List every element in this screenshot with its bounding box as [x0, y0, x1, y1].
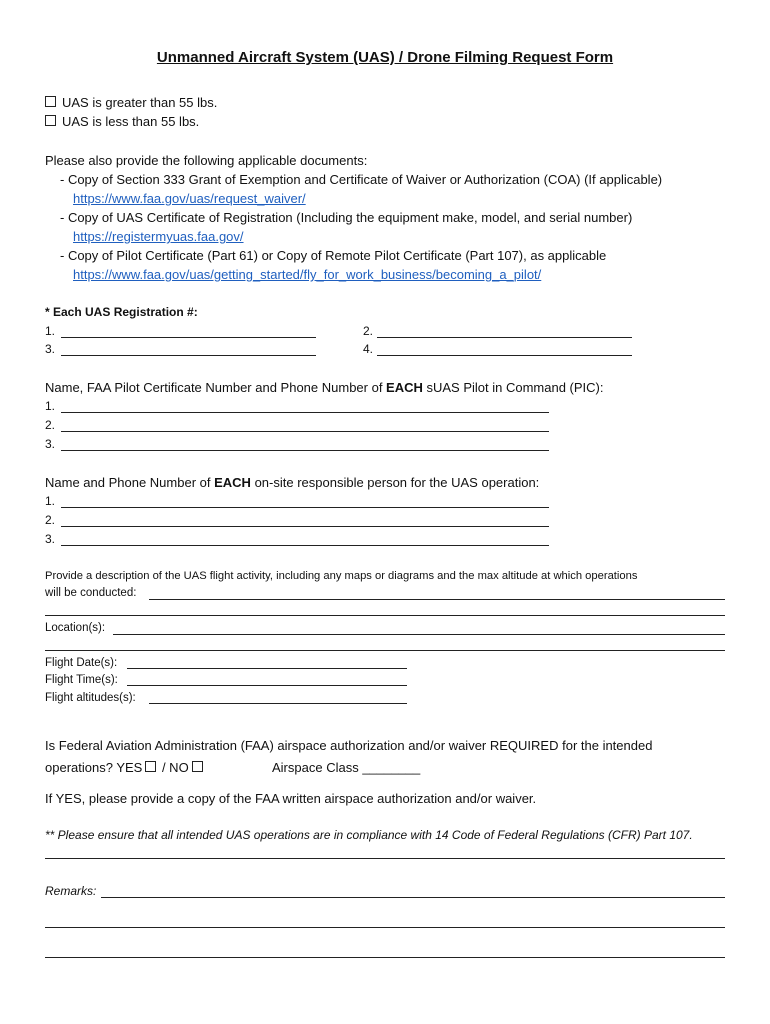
description-field-1[interactable]	[149, 599, 725, 600]
faa-question-line1: Is Federal Aviation Administration (FAA) airspace authorization and/or waiver REQUIRED for the intended	[45, 738, 653, 753]
remarks-field-1[interactable]	[101, 897, 725, 898]
flight-times-field[interactable]	[127, 685, 407, 686]
pic-number-1: 1.	[45, 399, 56, 413]
faa-no-label: / NO	[158, 760, 189, 775]
registration-heading: * Each UAS Registration #:	[45, 305, 198, 319]
remarks-label: Remarks:	[45, 884, 97, 898]
pic-number-3: 3.	[45, 437, 56, 451]
link-registermyuas[interactable]: https://registermyuas.faa.gov/	[73, 229, 244, 244]
onsite-field-1[interactable]	[61, 507, 549, 508]
document-item-coa: - Copy of Section 333 Grant of Exemption and Certificate of Waiver or Authorization (COA) (If applicable)	[60, 172, 663, 187]
registration-number-1: 1.	[45, 324, 56, 338]
registration-number-2: 2.	[363, 324, 374, 338]
weight-under-option[interactable]	[45, 114, 199, 130]
registration-field-1[interactable]	[61, 337, 316, 338]
airspace-class[interactable]	[272, 760, 420, 776]
description-label-line1: Provide a description of the UAS flight activity, including any maps or diagrams and the max altitude at which operations	[45, 570, 638, 582]
pic-field-3[interactable]	[61, 450, 549, 451]
registration-field-2[interactable]	[377, 337, 632, 338]
flight-altitudes-label: Flight altitudes(s):	[45, 692, 136, 704]
location-label: Location(s):	[45, 622, 106, 634]
onsite-field-3[interactable]	[61, 545, 549, 546]
weight-under-label: UAS is less than 55 lbs.	[62, 114, 200, 129]
document-item-pilot-certificate: - Copy of Pilot Certificate (Part 61) or Copy of Remote Pilot Certificate (Part 107), as applicable	[60, 248, 607, 263]
pic-label: Name, FAA Pilot Certificate Number and Phone Number of EACH sUAS Pilot in Command (PIC):	[45, 380, 604, 395]
faa-question-line2	[45, 760, 205, 776]
compliance-note: ** Please ensure that all intended UAS operations are in compliance with 14 Code of Federal Regulations (CFR) Part 107.	[45, 828, 693, 842]
checkbox-under-55[interactable]	[45, 115, 56, 126]
registration-field-3[interactable]	[61, 355, 316, 356]
documents-intro: Please also provide the following applicable documents:	[45, 153, 368, 168]
registration-number-3: 3.	[45, 342, 56, 356]
description-field-2[interactable]	[45, 615, 725, 616]
airspace-class-label: Airspace Class	[272, 760, 359, 775]
checkbox-faa-yes[interactable]	[145, 761, 156, 772]
onsite-number-1: 1.	[45, 494, 56, 508]
form-title: Unmanned Aircraft System (UAS) / Drone Filming Request Form	[156, 49, 614, 66]
airspace-class-field[interactable]: ________	[362, 760, 421, 775]
remarks-field-2[interactable]	[45, 927, 725, 928]
location-field-2[interactable]	[45, 650, 725, 651]
pic-field-1[interactable]	[61, 412, 549, 413]
flight-altitudes-field[interactable]	[149, 703, 407, 704]
compliance-divider	[45, 858, 725, 859]
checkbox-over-55[interactable]	[45, 96, 56, 107]
pic-number-2: 2.	[45, 418, 56, 432]
flight-dates-field[interactable]	[127, 668, 407, 669]
link-becoming-a-pilot[interactable]: https://www.faa.gov/uas/getting_started/fly_for_work_business/becoming_a_pilot/	[73, 267, 542, 282]
onsite-number-2: 2.	[45, 513, 56, 527]
pic-field-2[interactable]	[61, 431, 549, 432]
location-field-1[interactable]	[113, 634, 725, 635]
onsite-number-3: 3.	[45, 532, 56, 546]
flight-times-label: Flight Time(s):	[45, 674, 118, 686]
weight-over-option[interactable]	[45, 95, 217, 111]
onsite-field-2[interactable]	[61, 526, 549, 527]
flight-dates-label: Flight Date(s):	[45, 657, 118, 669]
description-label-line2: will be conducted:	[45, 587, 137, 599]
checkbox-faa-no[interactable]	[192, 761, 203, 772]
onsite-label: Name and Phone Number of EACH on-site responsible person for the UAS operation:	[45, 475, 540, 490]
link-request-waiver[interactable]: https://www.faa.gov/uas/request_waiver/	[73, 191, 306, 206]
registration-field-4[interactable]	[377, 355, 632, 356]
faa-question-text: operations? YES	[45, 760, 143, 775]
registration-number-4: 4.	[363, 342, 374, 356]
document-item-registration: - Copy of UAS Certificate of Registration (Including the equipment make, model, and serial number)	[60, 210, 633, 225]
weight-over-label: UAS is greater than 55 lbs.	[62, 95, 218, 110]
remarks-field-3[interactable]	[45, 957, 725, 958]
faa-if-yes-note: If YES, please provide a copy of the FAA written airspace authorization and/or waiver.	[45, 791, 537, 806]
